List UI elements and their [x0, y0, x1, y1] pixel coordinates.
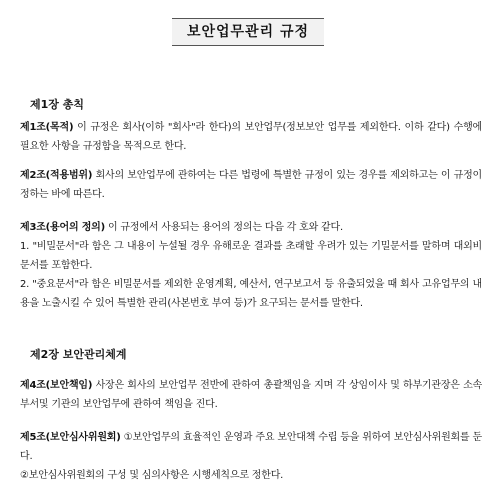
chapter-2-heading: 제2장 보안관리체계: [30, 348, 127, 361]
article-2-body: 회사의 보안업무에 관하여는 다른 법령에 특별한 규정이 있는 경우를 제외하고는 이 규정이 정하는 바에 따른다.: [20, 170, 482, 200]
article-5-body: ①보안업무의 효율적인 운영과 주요 보안대책 수립 등을 위하여 보안심사위원회를 둔다.: [20, 432, 482, 462]
article-3-item-1: 1. "비밀문서"라 함은 그 내용이 누설될 경우 유해로운 결과를 초래할 우려가 있는 기밀문서를 말하며 대외비문서를 포함한다.: [20, 241, 482, 271]
article-1-body: 이 규정은 회사(이하 "회사"라 한다)의 보안업무(정보보안 업무를 제외한다. 이하 같다) 수행에 필요한 사항을 규정함을 목적으로 한다.: [20, 122, 482, 152]
article-4-heading: 제4조(보안책임): [20, 380, 93, 391]
article-5-item-2: ②보안심사위원회의 구성 및 심의사항은 시행세칙으로 정한다.: [20, 470, 284, 481]
article-3-item-2: 2. "중요문서"라 함은 비밀문서를 제외한 운영계획, 예산서, 연구보고서 등 유출되었을 때 회사 고유업무의 내용을 노출시킬 수 있어 특별한 관리(사본번호 부여 등)가 요구되는 문서를 말한다.: [20, 279, 482, 309]
document-title: 보안업무관리 규정: [172, 18, 324, 46]
chapter-1-heading: 제1장 총칙: [30, 98, 84, 111]
article-3: [20, 218, 482, 313]
article-2-heading: 제2조(적용범위): [20, 170, 93, 181]
article-4-body: 사장은 회사의 보안업무 전반에 관하여 총괄책임을 지며 각 상임이사 및 하부기관장은 소속부서및 기관의 보안업무에 관하여 책임을 진다.: [20, 380, 482, 410]
article-1-heading: 제1조(목적): [20, 122, 74, 133]
article-2: [20, 166, 482, 204]
article-4: [20, 376, 482, 414]
article-1: [20, 118, 482, 156]
article-5-heading: 제5조(보안심사위원회): [20, 432, 121, 443]
article-5: [20, 428, 482, 485]
article-3-body: 이 규정에서 사용되는 용어의 정의는 다음 각 호와 같다.: [105, 222, 343, 233]
article-3-heading: 제3조(용어의 정의): [20, 222, 106, 233]
